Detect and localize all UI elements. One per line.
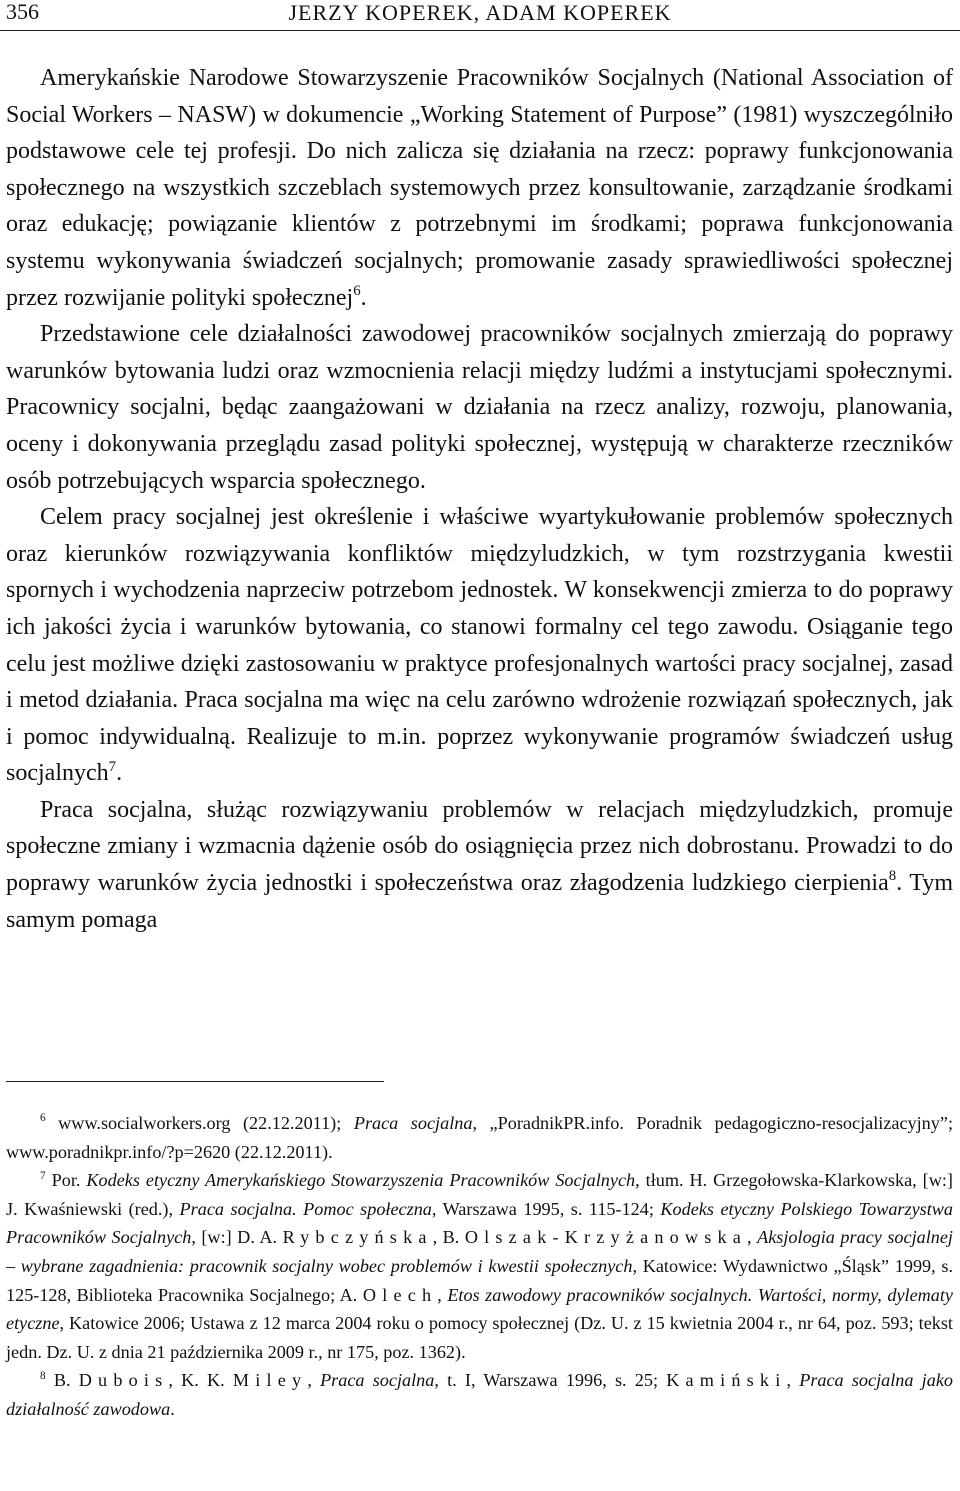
footnote-text: , Katowice 2006; Ustawa z 12 marca 2004 roku o pomocy społecznej (Dz. U. z 15 kwietnia 2004 r., nr 64, poz. 593; tekst jedn. Dz. U. z dnia 21 października 2009 r., nr 175, poz. 1362). bbox=[6, 1313, 953, 1362]
footnote-8 bbox=[6, 1366, 953, 1423]
footnote-title: Kodeks etyczny Polskiego Towarzystwa Pracowników Socjalnych bbox=[6, 1198, 954, 1248]
paragraph-tail: . bbox=[360, 284, 367, 311]
footnote-title: Praca socjalna bbox=[320, 1370, 435, 1391]
footnote-title: Aksjologia pracy socjalnej – wybrane zagadnienia: pracownik socjalny wobec problemów i kwestii społecznych bbox=[6, 1227, 953, 1276]
paragraph-tail: . bbox=[116, 760, 123, 787]
footnote-text: , Katowice: Wydawnictwo „Śląsk” 1999, s. 125-128, Biblioteka Pracownika Socjalnego; A. bbox=[6, 1255, 953, 1305]
footnote-text: , „PoradnikPR.info. Poradnik pedagogiczno-resocjalizacyjny”; www.poradnikpr.info/?p=2620 (22.12.2011). bbox=[6, 1113, 953, 1162]
footnote-author: Kamiński bbox=[666, 1370, 787, 1391]
running-title: JERZY KOPEREK, ADAM KOPEREK bbox=[288, 0, 672, 25]
paragraph-2 bbox=[6, 316, 953, 499]
footnote-text: , bbox=[786, 1370, 800, 1391]
footnote-author: Rybczyńska bbox=[282, 1227, 433, 1248]
footnote-ref-6[interactable]: 6 bbox=[353, 282, 361, 299]
footnotes bbox=[6, 1109, 953, 1424]
footnote-title: Kodeks etyczny Amerykańskiego Stowarzyszenia Pracowników Socjalnych bbox=[86, 1170, 636, 1191]
footnote-author: Dubois bbox=[78, 1370, 169, 1391]
footnote-text: , Warszawa 1995, s. 115-124; bbox=[431, 1198, 661, 1219]
footnote-text: , bbox=[747, 1227, 758, 1248]
paragraph-3 bbox=[6, 499, 953, 792]
footnote-ref-7[interactable]: 7 bbox=[108, 758, 117, 775]
paragraph-4 bbox=[6, 792, 953, 938]
running-header bbox=[0, 0, 960, 31]
footnote-title: Praca socjalna jako działalność zawodowa bbox=[6, 1370, 953, 1419]
footnote-text: , bbox=[307, 1370, 321, 1391]
footnote-text: , tłum. H. Grzegołowska-Klarkowska, [w:] J. Kwaśniewski (red.), bbox=[6, 1170, 953, 1219]
footnote-author: Olech bbox=[362, 1284, 438, 1305]
footnote-author: Miley bbox=[232, 1370, 308, 1391]
paragraph-text: Amerykańskie Narodowe Stowarzyszenie Pracowników Socjalnych (National Association of Social Workers – NASW) w dokumencie „Working Statement of Purpose” (1981) wyszczególniło podstawowe cele tej profesji. Do nich zalicza się działania na rzecz: poprawy funkcjonowania społecznego na wszystkich szczeblach systemowych przez konsultowanie, zarządzanie środkami oraz edukację; powiązanie klientów z potrzebnymi im środkami; poprawa funkcjonowania systemu wykonywania świadczeń socjalnych; promowanie zasady sprawiedliwości społecznej przez rozwijanie polityki społecznej bbox=[6, 65, 953, 311]
footnote-title: Praca socjalna. Pomoc społeczna bbox=[179, 1198, 432, 1219]
footnote-text: , bbox=[437, 1284, 448, 1305]
footnote-7 bbox=[6, 1166, 953, 1366]
footnote-text: , t. I, Warszawa 1996, s. 25; bbox=[434, 1370, 667, 1391]
footnote-number: 8 bbox=[40, 1369, 46, 1382]
footnote-number: 7 bbox=[40, 1169, 46, 1182]
footnote-text: , [w:] D. A. bbox=[191, 1227, 283, 1248]
paragraph-text: Przedstawione cele działalności zawodowej pracowników socjalnych zmierzają do poprawy warunków bytowania ludzi oraz wzmocnienia relacji między ludźmi a instytucjami społecznymi. Pracownicy socjalni, będąc zaangażowani w działania na rzecz analizy, rozwoju, planowania, oceny i dokonywania przeglądu zasad polityki społecznej, występują w charakterze rzeczników osób potrzebujących wsparcia społecznego. bbox=[6, 321, 953, 494]
footnote-number: 6 bbox=[40, 1112, 46, 1125]
footnote-title: Etos zawodowy pracowników socjalnych. Wartości, normy, dylematy etyczne bbox=[6, 1284, 954, 1334]
paragraph-tail: . Tym samym pomaga bbox=[6, 870, 954, 933]
footnote-6 bbox=[6, 1109, 953, 1166]
paragraph-text: Celem pracy socjalnej jest określenie i właściwe wyartykułowanie problemów społecznych oraz kierunków rozwiązywania konfliktów międzyludzkich, w tym rozstrzygania kwestii spornych i wychodzenia naprzeciw potrzebom jednostek. W konsekwencji zmierza to do poprawy ich jakości życia i warunków bytowania, co stanowi formalny cel tego zawodu. Osiąganie tego celu jest możliwe dzięki zastosowaniu w praktyce profesjonalnych wartości pracy socjalnej, zasad i metod działania. Praca socjalna ma więc na celu zarówno wdrożenie rozwiązań społecznych, jak i pomoc indywidualną. Realizuje to m.in. poprzez wykonywanie programów świadczeń usług socjalnych bbox=[6, 504, 953, 787]
footnote-author: Olszak-Krzyżanowska bbox=[464, 1227, 748, 1248]
footnote-text: www.socialworkers.org (22.12.2011); bbox=[45, 1113, 354, 1133]
footnote-ref-8[interactable]: 8 bbox=[888, 868, 897, 885]
footnote-text: , K. K. bbox=[168, 1370, 233, 1391]
footnote-text: B. bbox=[45, 1370, 79, 1391]
footnote-separator bbox=[6, 1081, 384, 1082]
paragraph-text: Praca socjalna, służąc rozwiązywaniu problemów w relacjach międzyludzkich, promuje społeczne zmiany i wzmacnia dążenie osób do osiągnięcia przez nich dobrostanu. Prowadzi to do poprawy warunków życia jednostki i społeczeństwa oraz złagodzenia ludzkiego cierpienia bbox=[6, 796, 953, 897]
page-number: 356 bbox=[6, 0, 39, 24]
paragraph-1 bbox=[6, 60, 953, 316]
footnote-text: . bbox=[170, 1398, 175, 1419]
footnote-text: Por. bbox=[45, 1170, 87, 1191]
footnote-text: , B. bbox=[432, 1227, 465, 1248]
footnote-title: Praca socjalna bbox=[353, 1113, 473, 1133]
main-text bbox=[6, 60, 953, 938]
